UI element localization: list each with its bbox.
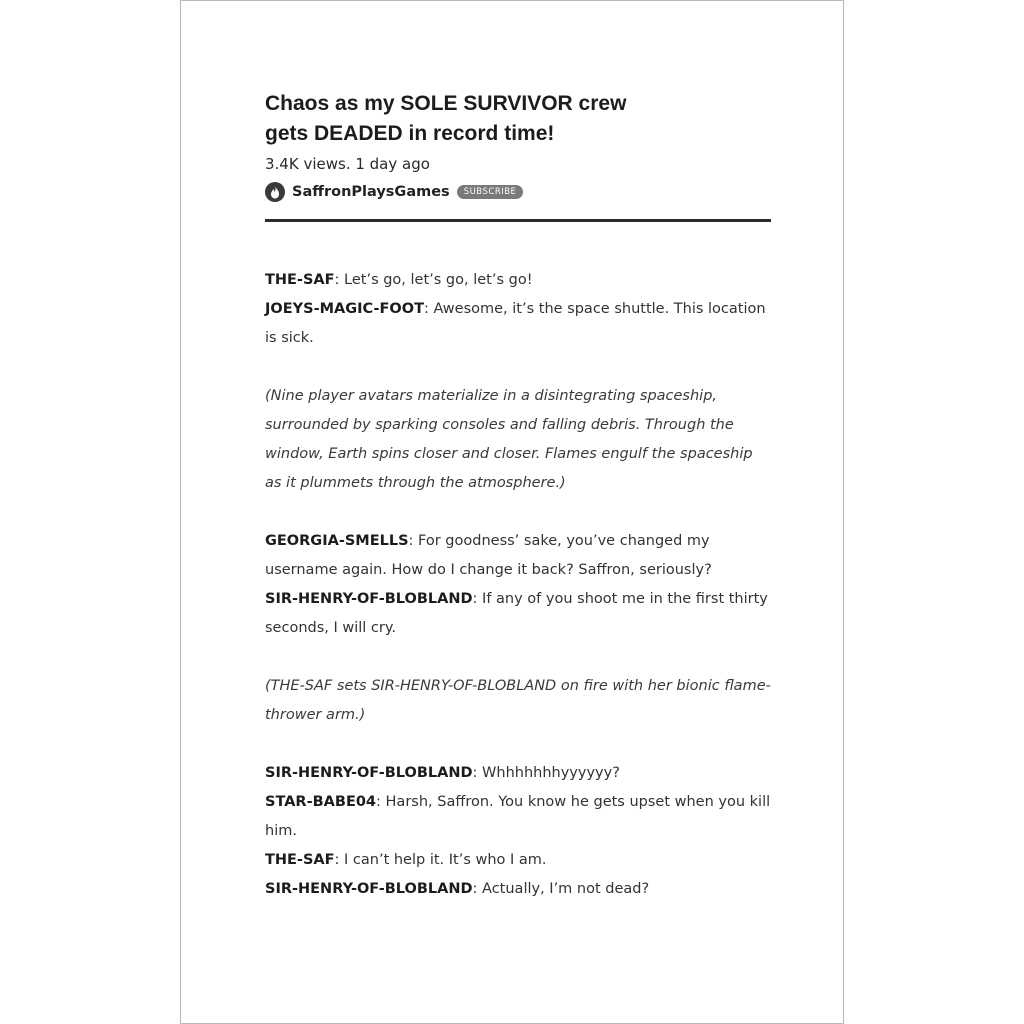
speaker-name: STAR-BABE04 — [265, 794, 377, 810]
stage-direction: (THE-SAF sets SIR-HENRY-OF-BLOBLAND on fire with her bionic flame-thrower arm.) — [265, 678, 771, 723]
script-line — [265, 585, 771, 643]
divider — [265, 219, 771, 222]
script-line — [265, 788, 771, 846]
subscribe-button[interactable]: SUBSCRIBE — [457, 185, 524, 199]
video-title-line-2: gets DEADED in record time! — [265, 122, 555, 145]
dialogue-text: : Awesome, it’s the space shuttle. This location is sick. — [265, 301, 766, 346]
script-line — [265, 846, 771, 875]
spacer — [265, 498, 771, 527]
spacer — [265, 353, 771, 382]
channel-row — [265, 181, 771, 203]
video-title — [265, 89, 771, 149]
speaker-name: SIR-HENRY-OF-BLOBLAND — [265, 881, 473, 897]
book-page — [180, 0, 844, 1024]
speaker-name: THE-SAF — [265, 272, 335, 288]
script-line — [265, 527, 771, 585]
video-title-line-1: Chaos as my SOLE SURVIVOR crew — [265, 92, 627, 115]
stage-direction: (Nine player avatars materialize in a disintegrating spaceship, surrounded by sparking consoles and falling debris. Through the window, Earth spins closer and closer. Flames engulf the spaceship as it plummets through the atmosphere.) — [265, 388, 753, 491]
spacer — [265, 643, 771, 672]
dialogue-text: : For goodness’ sake, you’ve changed my username again. How do I change it back? Saffron, seriously? — [265, 533, 712, 578]
transcript — [265, 266, 771, 904]
speaker-name: GEORGIA-SMELLS — [265, 533, 409, 549]
video-meta: 3.4K views. 1 day ago — [265, 155, 430, 173]
speaker-name: JOEYS-MAGIC-FOOT — [265, 301, 424, 317]
script-line — [265, 266, 771, 295]
flame-icon — [265, 182, 285, 202]
speaker-name: SIR-HENRY-OF-BLOBLAND — [265, 591, 473, 607]
speaker-name: THE-SAF — [265, 852, 335, 868]
script-line — [265, 295, 771, 353]
speaker-name: SIR-HENRY-OF-BLOBLAND — [265, 765, 473, 781]
dialogue-text: : I can’t help it. It’s who I am. — [334, 852, 547, 868]
page-content — [265, 89, 771, 904]
script-line — [265, 875, 771, 904]
dialogue-text: : Whhhhhhhyyyyyy? — [472, 765, 620, 781]
dialogue-text: : Actually, I’m not dead? — [472, 881, 650, 897]
dialogue-text: : Harsh, Saffron. You know he gets upset when you kill him. — [265, 794, 771, 839]
dialogue-text: : If any of you shoot me in the first thirty seconds, I will cry. — [265, 591, 768, 636]
spacer — [265, 730, 771, 759]
channel-name[interactable]: SaffronPlaysGames — [292, 184, 450, 200]
dialogue-text: : Let’s go, let’s go, let’s go! — [334, 272, 533, 288]
script-line — [265, 759, 771, 788]
